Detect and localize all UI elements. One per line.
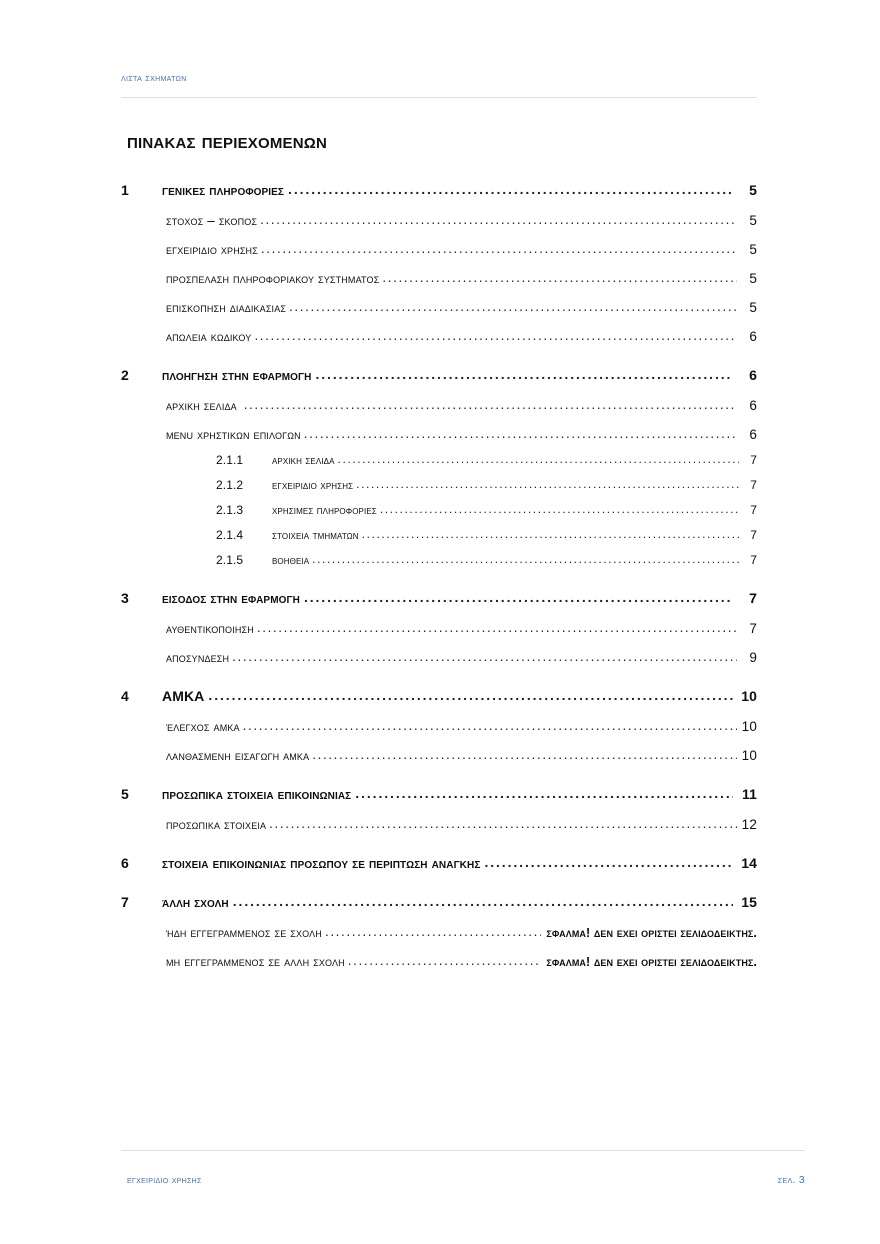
toc-entry-level1[interactable] xyxy=(121,894,757,910)
running-header xyxy=(121,72,757,84)
toc-leader-dots xyxy=(243,718,737,733)
toc-entry-label: εισοδος στην εφαρμογη xyxy=(162,590,300,606)
toc-leader-dots xyxy=(304,426,737,441)
toc-leader-dots xyxy=(233,893,733,909)
toc-leader-dots xyxy=(348,953,542,968)
toc-entry-label: αρχικη σελιδα xyxy=(272,453,335,467)
toc-leader-dots xyxy=(338,452,739,466)
toc-leader-dots xyxy=(261,241,737,256)
toc-entry-number: 2.1.5 xyxy=(216,553,244,567)
toc-entry-level2[interactable] xyxy=(121,817,757,832)
toc-leader-dots xyxy=(269,816,737,831)
toc-spacer xyxy=(121,763,757,786)
toc-entry-label: πλοηγηση στην εφαρμογη xyxy=(162,367,312,383)
toc-spacer xyxy=(121,802,757,817)
toc-entry-number: 7 xyxy=(121,894,129,910)
toc-entry-level3[interactable] xyxy=(121,478,757,492)
toc-entry-number: 2.1.4 xyxy=(216,528,244,542)
toc-entry-label: προσωπικα στοιχεια επικοινωνιας xyxy=(162,786,352,802)
toc-spacer xyxy=(121,832,757,855)
toc-entry-number: 4 xyxy=(121,688,129,704)
toc-entry-level2[interactable] xyxy=(121,242,757,257)
toc-entry-level2[interactable] xyxy=(121,954,757,969)
toc-entry-number: 2.1.2 xyxy=(216,478,244,492)
toc-entry-page-number: 14 xyxy=(741,855,757,871)
toc-entry-label: αποσυνδεση xyxy=(166,650,230,665)
toc-entry-level3[interactable] xyxy=(121,553,757,567)
toc-entry-number: 3 xyxy=(121,590,129,606)
toc-entry-number: 1 xyxy=(121,182,129,198)
toc-entry-label: λανθασμενη εισαγωγη αμκα xyxy=(166,748,310,763)
toc-entry-number: 2.1.1 xyxy=(216,453,244,467)
toc-entry-level2[interactable] xyxy=(121,748,757,763)
toc-entry-page-number: 15 xyxy=(741,894,757,910)
toc-entry-page-number: 7 xyxy=(750,528,757,542)
toc-entry-level3[interactable] xyxy=(121,503,757,517)
toc-leader-dots xyxy=(362,527,739,541)
toc-spacer xyxy=(121,315,757,329)
toc-leader-dots xyxy=(260,212,737,227)
toc-entry-label: απωλεια κωδικου xyxy=(166,329,252,344)
toc-spacer xyxy=(121,228,757,242)
toc-leader-dots xyxy=(232,649,737,664)
footer-divider xyxy=(121,1150,805,1151)
toc-entry-level2[interactable] xyxy=(121,427,757,442)
toc-entry-level1[interactable] xyxy=(121,367,757,383)
toc-entry-label: έλεγχος αμκα xyxy=(166,719,240,734)
toc-entry-label: βοηθεια xyxy=(272,553,310,567)
toc-entry-label: μη εγγεγραμμενος σε αλλη σχολη xyxy=(166,954,345,969)
toc-entry-page-number: 12 xyxy=(741,817,757,832)
toc-leader-dots xyxy=(356,477,739,491)
toc-entry-label: εγχειριδιο χρησης xyxy=(166,242,258,257)
running-header-text: λιστα σχηματων xyxy=(121,72,187,84)
toc-spacer xyxy=(121,910,757,925)
toc-spacer xyxy=(121,636,757,650)
toc-entry-number: 2 xyxy=(121,367,129,383)
toc-entry-page-number: 5 xyxy=(749,300,757,315)
toc-entry-level2[interactable] xyxy=(121,650,757,665)
toc-entry-page-number: 5 xyxy=(749,182,757,198)
toc-entry-level2[interactable] xyxy=(121,213,757,228)
toc-entry-page-number: 6 xyxy=(749,427,757,442)
toc-entry-level1[interactable] xyxy=(121,855,757,871)
toc-entry-level1[interactable] xyxy=(121,786,757,802)
toc-leader-dots xyxy=(304,589,733,605)
toc-entry-label: στοιχεια επικοινωνιας προσωπου σε περιπτωση αναγκης xyxy=(162,855,481,871)
footer-left-text: εγχειριδιο χρησης xyxy=(127,1174,202,1186)
toc-entry-label: προσπελαση πληροφοριακου συστηματος xyxy=(166,271,380,286)
toc-entry-page-number: 5 xyxy=(749,242,757,257)
toc-entry-page-number: 7 xyxy=(750,478,757,492)
toc-entry-level2[interactable] xyxy=(121,398,757,413)
toc-entry-level2[interactable] xyxy=(121,621,757,636)
toc-leader-dots xyxy=(254,328,737,343)
toc-entry-label: στοιχεια τμηματων xyxy=(272,528,359,542)
toc-spacer xyxy=(121,567,757,590)
toc-spacer xyxy=(121,413,757,427)
running-footer xyxy=(127,1174,805,1186)
toc-spacer xyxy=(121,383,757,398)
toc-entry-page-number: 7 xyxy=(750,553,757,567)
toc-leader-dots xyxy=(382,270,737,285)
toc-entry-number: 5 xyxy=(121,786,129,802)
toc-leader-dots xyxy=(312,552,739,566)
toc-entry-label: στοχος – σκοπος xyxy=(166,213,258,228)
toc-leader-dots xyxy=(312,747,737,762)
toc-entry-label: αρχικη σελιδα xyxy=(166,398,241,413)
toc-entry-label: ΑΜΚΑ xyxy=(162,688,205,704)
toc-entry-page-number: 7 xyxy=(750,453,757,467)
toc-entry-page-number: 5 xyxy=(749,271,757,286)
toc-entry-label: εγχειριδιο χρησης xyxy=(272,478,354,492)
toc-entry-error-text: σφαλμα! δεν εχει οριστει σελιδοδεικτης. xyxy=(546,955,757,969)
toc-entry-label: χρησιμες πληροφοριες xyxy=(272,503,377,517)
toc-entry-page-number: 11 xyxy=(742,786,757,802)
toc-entry-level1[interactable] xyxy=(121,688,757,704)
toc-entry-error-text: σφαλμα! δεν εχει οριστει σελιδοδεικτης. xyxy=(546,926,757,940)
toc-leader-dots xyxy=(289,299,737,314)
toc-entry-page-number: 10 xyxy=(741,748,757,763)
toc-entry-level3[interactable] xyxy=(121,528,757,542)
toc-entry-label: γενικες πληροφοριες xyxy=(162,182,285,198)
toc-entry-level2[interactable] xyxy=(121,925,757,940)
toc-entry-number: 2.1.3 xyxy=(216,503,244,517)
toc-entry-level1[interactable] xyxy=(121,590,757,606)
toc-entry-page-number: 7 xyxy=(749,621,757,636)
toc-entry-label: προσωπικα στοιχεια xyxy=(166,817,267,832)
toc-spacer xyxy=(121,606,757,621)
toc-entry-label: άλλη σχολη xyxy=(162,894,229,910)
toc-entry-page-number: 10 xyxy=(741,688,757,704)
toc-leader-dots xyxy=(355,785,733,801)
toc-entry-label: αυθεντικοποιηση xyxy=(166,621,254,636)
toc-spacer xyxy=(121,257,757,271)
toc-spacer xyxy=(121,286,757,300)
toc-leader-dots xyxy=(257,620,737,635)
toc-leader-dots xyxy=(380,502,739,516)
toc-entry-page-number: 7 xyxy=(749,590,757,606)
toc-leader-dots xyxy=(325,924,541,939)
toc-entry-level2[interactable] xyxy=(121,300,757,315)
toc-entry-page-number: 9 xyxy=(749,650,757,665)
toc-entry-page-number: 5 xyxy=(749,213,757,228)
table-of-contents xyxy=(121,182,757,969)
toc-entry-level3[interactable] xyxy=(121,453,757,467)
toc-leader-dots xyxy=(484,854,733,870)
toc-spacer xyxy=(121,665,757,688)
toc-spacer xyxy=(121,734,757,748)
toc-entry-label: ήδη εγγεγραμμενος σε σχολη xyxy=(166,925,322,940)
header-divider xyxy=(121,97,757,98)
toc-entry-number: 6 xyxy=(121,855,129,871)
toc-entry-page-number: 6 xyxy=(749,367,757,383)
toc-entry-label: επισκοπηση διαδικασιας xyxy=(166,300,287,315)
toc-entry-level2[interactable] xyxy=(121,271,757,286)
toc-entry-page-number: 6 xyxy=(749,329,757,344)
toc-entry-level2[interactable] xyxy=(121,329,757,344)
toc-spacer xyxy=(121,198,757,213)
toc-entry-page-number: 7 xyxy=(750,503,757,517)
toc-spacer xyxy=(121,940,757,954)
toc-entry-label: μενu χρηστικων επιλογων xyxy=(166,427,301,442)
toc-leader-dots xyxy=(315,366,733,382)
toc-spacer xyxy=(121,871,757,894)
toc-entry-level1[interactable] xyxy=(121,182,757,198)
toc-leader-dots xyxy=(244,397,737,412)
footer-page-number: σελ. 3 xyxy=(777,1174,805,1186)
page-title: πινακας περιεχομενων xyxy=(127,130,328,153)
toc-leader-dots xyxy=(288,181,733,197)
toc-spacer xyxy=(121,704,757,719)
toc-leader-dots xyxy=(208,687,733,703)
toc-entry-level2[interactable] xyxy=(121,719,757,734)
toc-entry-page-number: 6 xyxy=(749,398,757,413)
toc-spacer xyxy=(121,344,757,367)
toc-entry-page-number: 10 xyxy=(741,719,757,734)
